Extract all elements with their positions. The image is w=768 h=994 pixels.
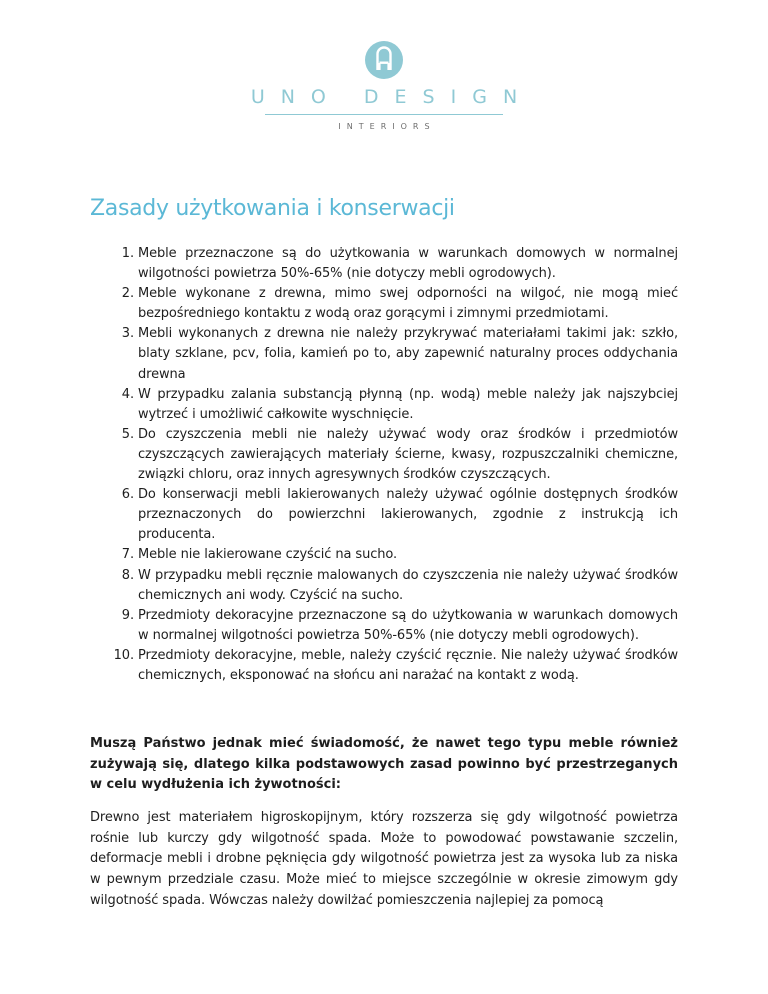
list-item-number: 5. (121, 426, 134, 442)
list-item-number: 8. (121, 567, 134, 583)
brand-subtitle: INTERIORS (338, 122, 436, 131)
list-item (90, 425, 678, 485)
page-title: Zasady użytkowania i konserwacji (90, 196, 455, 221)
list-item-text: W przypadku zalania substancją płynną (np. wodą) meble należy jak najszybciej wytrzeć i umożliwić całkowite wyschnięcie. (138, 386, 678, 422)
body-paragraph: Drewno jest materiałem higroskopijnym, który rozszerza się gdy wilgotność powietrza rośnie lub kurczy gdy wilgotność spada. Może to powodować powstawanie szczelin, deformacje mebli i drobne pęknięcia gdy wilgotność powietrza jest za wysoka lub za niska w pewnym przedziale czasu. Może mieć to miejsce szczególnie w okresie zimowym gdy wilgotność spada. Wówczas należy dowilżać pomieszczenia najlepiej za pomocą (90, 810, 678, 908)
list-item-text: Mebli wykonanych z drewna nie należy przykrywać materiałami takimi jak: szkło, blaty szklane, pcv, folia, kamień po to, aby zapewnić naturalny proces oddychania drewna (138, 326, 678, 382)
list-item-number: 4. (121, 386, 134, 402)
list-item (90, 385, 678, 425)
list-item-number: 7. (121, 547, 134, 563)
logo-divider (265, 114, 503, 115)
list-item-text: Do konserwacji mebli lakierowanych należy używać ogólnie dostępnych środków przeznaczonych do powierzchni lakierowanych, zgodnie z instrukcją ich producenta. (138, 487, 678, 543)
list-item-number: 9. (121, 607, 134, 623)
list-item-number: 6. (121, 487, 134, 503)
list-item-number: 3. (121, 326, 134, 342)
list-item (90, 485, 678, 545)
list-item (90, 324, 678, 384)
list-item-text: W przypadku mebli ręcznie malowanych do czyszczenia nie należy używać środków chemicznych ani wody. Czyścić na sucho. (138, 567, 678, 603)
list-item (90, 606, 678, 646)
lead-paragraph: Muszą Państwo jednak mieć świadomość, że nawet tego typu meble również zużywają się, dlatego kilka podstawowych zasad powinno być przestrzeganych w celu wydłużenia ich żywotności: (90, 736, 678, 792)
rules-list (90, 244, 678, 686)
list-item-text: Przedmioty dekoracyjne, meble, należy czyścić ręcznie. Nie należy używać środków chemicznych, eksponować na słońcu ani narażać na kontakt z wodą. (138, 647, 678, 683)
list-item-text: Do czyszczenia mebli nie należy używać wody oraz środków i przedmiotów czyszczących zawierających materiały ścierne, kwasy, rozpuszczalniki chemiczne, związki chloru, oraz innych agresywnych środków czyszczących. (138, 426, 678, 483)
list-item (90, 646, 678, 686)
list-item-text: Przedmioty dekoracyjne przeznaczone są do użytkowania w warunkach domowych w normalnej wilgotności powietrza 50%-65% (nie dotyczy mebli ogrodowych). (138, 607, 678, 643)
list-item-number: 1. (121, 246, 134, 261)
list-item-text: Meble przeznaczone są do użytkowania w warunkach domowych w normalnej wilgotności powietrza 50%-65% (nie dotyczy mebli ogrodowych). (138, 246, 678, 282)
list-item-text: Meble wykonane z drewna, mimo swej odporności na wilgoć, nie mogą mieć bezpośredniego kontaktu z wodą oraz gorącymi i zimnymi przedmiotami. (138, 286, 678, 322)
company-logo (0, 40, 768, 131)
list-item-text: Meble nie lakierowane czyścić na sucho. (138, 547, 398, 563)
list-item-number: 2. (121, 286, 134, 302)
list-item (90, 545, 678, 565)
list-item (90, 244, 678, 284)
chair-in-circle-icon (364, 40, 404, 80)
list-item (90, 566, 678, 606)
brand-name: UNO DESIGN (250, 86, 534, 108)
list-item (90, 284, 678, 324)
list-item-number: 10. (113, 647, 134, 663)
